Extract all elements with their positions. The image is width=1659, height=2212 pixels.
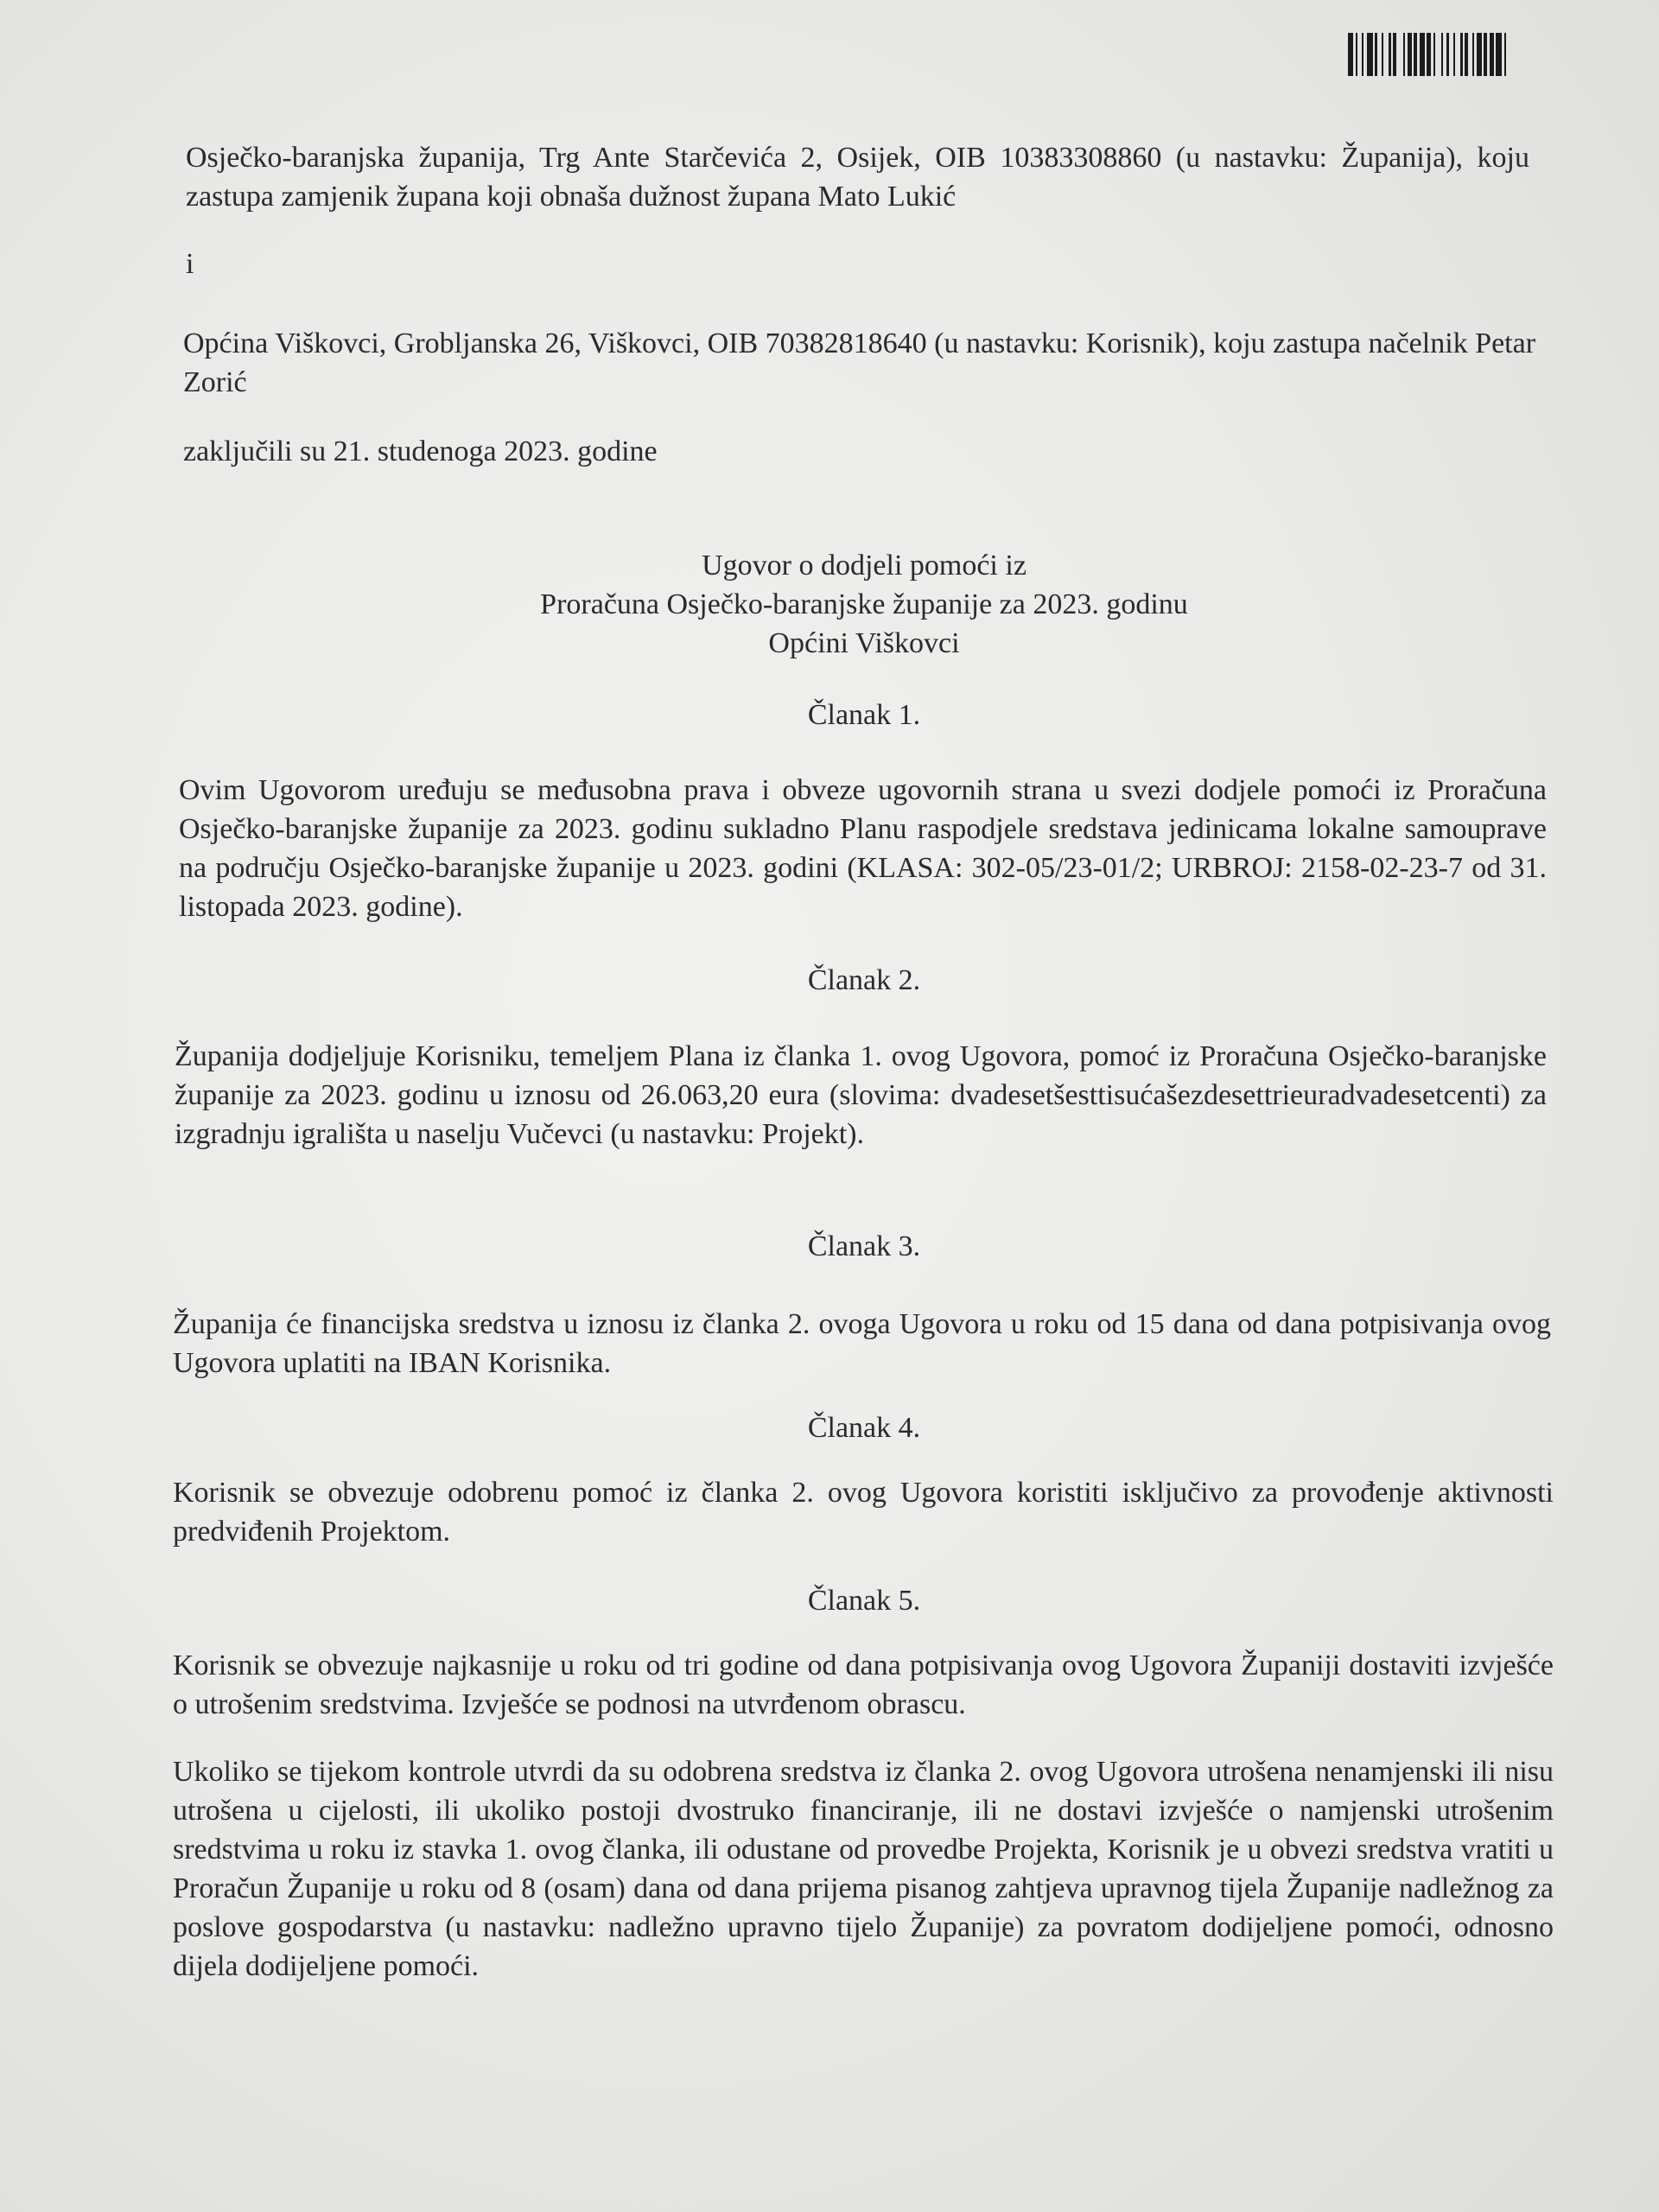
article-paragraph: Županija će financijska sredstva u iznosu iz članka 2. ovoga Ugovora u roku od 15 dana od dana potpisivanja ovog Ugovora uplatiti na IBAN Korisnika.: [173, 1308, 1551, 1379]
article-heading: Članak 1.: [807, 699, 921, 731]
barcode-bar: [1496, 33, 1502, 76]
barcode-bar: [1506, 33, 1510, 76]
article-paragraph: Županija dodjeljuje Korisniku, temeljem Plana iz članka 1. ovog Ugovora, pomoć iz Proračuna Osječko-baranjske županije za 2023. godinu u iznosu od 26.063,20 eura (slovima: dvadesetšesttisućašezdesettrieuradvadesetcenti) za izgradnju igrališta u naselju Vučevci (u nastavku: Projekt).: [175, 1040, 1547, 1150]
article-paragraph: Ukoliko se tijekom kontrole utvrdi da su odobrena sredstva iz članka 2. ovog Ugovora utrošena nenamjenski ili nisu utrošena u cijelosti, ili ukoliko postoji dvostruko financiranje, ili ne dostavi izvješće o namjenski utrošenim sredstvima u roku iz stavka 1. ovog članka, ili odustane od provedbe Projekta, Korisnik je u obvezi sredstva vratiti u Proračun Županije u roku od 8 (osam) dana od dana prijema pisanog zahtjeva upravnog tijela Županije nadležnog za poslove gospodarstva (u nastavku: nadležno upravno tijelo Županije) za povratom dodijeljene pomoći, odnosno dijela dodijeljene pomoći.: [173, 1756, 1554, 1982]
title-line: Općini Viškovci: [768, 627, 960, 659]
contract-title: [346, 546, 1382, 663]
barcode: [1348, 33, 1650, 76]
article-paragraph: Korisnik se obvezuje odobrenu pomoć iz članka 2. ovog Ugovora koristiti isključivo za provođenje aktivnosti predviđenih Projektom.: [173, 1477, 1554, 1548]
article-heading: Članak 4.: [807, 1412, 921, 1444]
party-municipality: Općina Viškovci, Grobljanska 26, Viškovci, OIB 70382818640 (u nastavku: Korisnik), koju zastupa načelnik Petar Zorić: [183, 327, 1536, 398]
article-paragraph: Korisnik se obvezuje najkasnije u roku od tri godine od dana potpisivanja ovog Ugovora Županiji dostaviti izvješće o utrošenim sredstvima. Izvješće se podnosi na utvrđenom obrascu.: [173, 1649, 1554, 1720]
conjunction: i: [186, 248, 194, 280]
concluded-date: zaključili su 21. studenoga 2023. godine: [183, 435, 658, 467]
article-heading: Članak 2.: [807, 964, 921, 996]
barcode-bar: [1367, 33, 1373, 76]
party-county: Osječko-baranjska županija, Trg Ante Starčevića 2, Osijek, OIB 10383308860 (u nastavku: Županija), koju zastupa zamjenik župana koji obnaša dužnost župana Mato Lukić: [186, 142, 1529, 213]
title-line: Proračuna Osječko-baranjske županije za 2023. godinu: [540, 588, 1188, 620]
article-heading: Članak 5.: [807, 1585, 921, 1617]
barcode-bar: [1435, 33, 1441, 76]
article-heading: Članak 3.: [807, 1230, 921, 1262]
article-paragraph: Ovim Ugovorom uređuju se međusobna prava i obveze ugovornih strana u svezi dodjele pomoći iz Proračuna Osječko-baranjske županije za 2023. godinu sukladno Planu raspodjele sredstava jedinicama lokalne samouprave na području Osječko-baranjske županije u 2023. godini (KLASA: 302-05/23-01/2; URBROJ: 2158-02-23-7 od 31. listopada 2023. godine).: [179, 774, 1547, 923]
title-line: Ugovor o dodjeli pomoći iz: [702, 550, 1027, 582]
barcode-bar: [1396, 33, 1403, 76]
